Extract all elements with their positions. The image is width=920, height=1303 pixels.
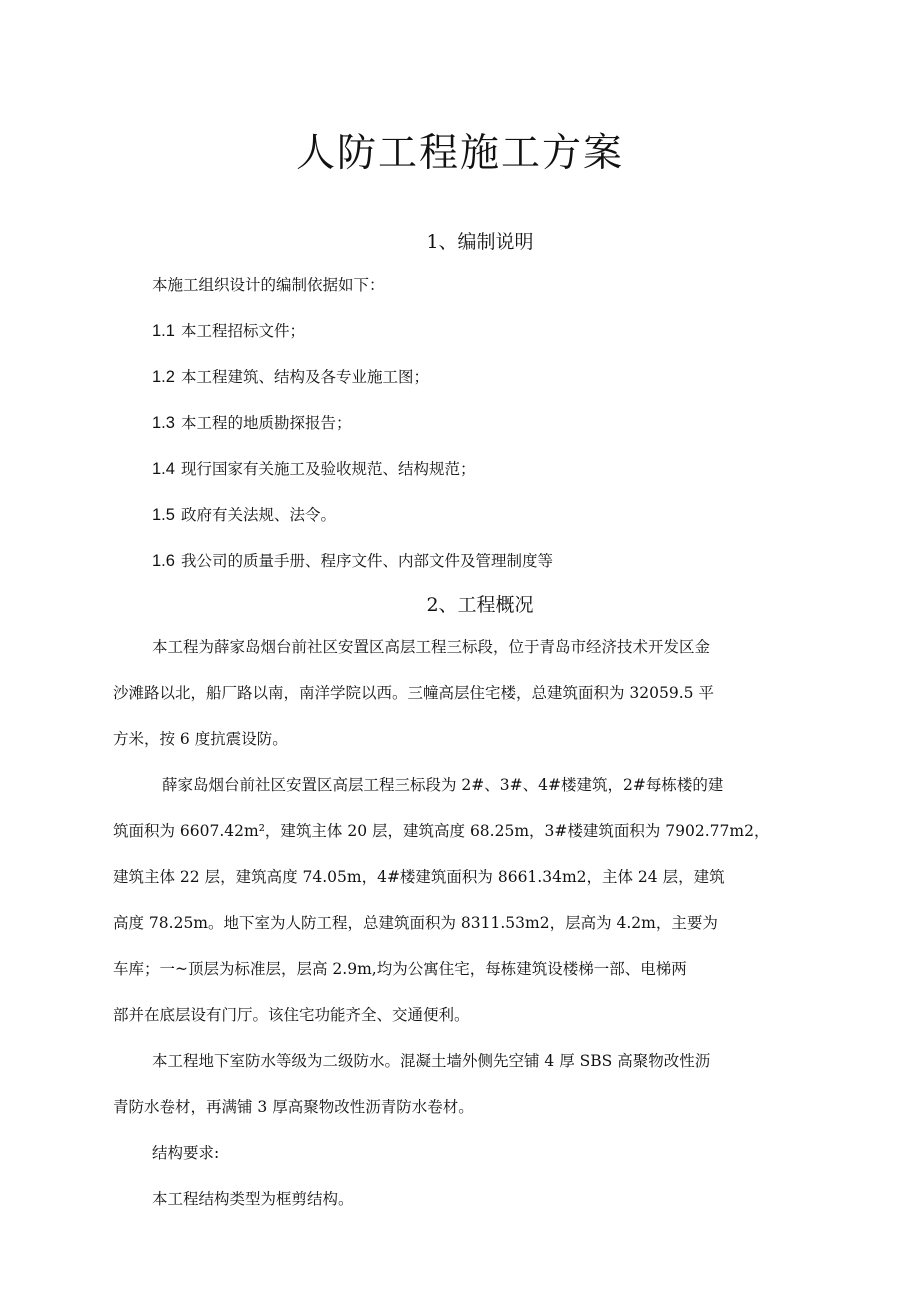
paragraph-line: 薛家岛烟台前社区安置区高层工程三标段为 2#、3#、4#楼建筑，2#每栋楼的建 [162,776,724,794]
section-1-intro: 本施工组织设计的编制依据如下： [152,276,385,294]
list-item [152,411,351,435]
paragraph-line: 沙滩路以北，船厂路以南，南洋学院以西。三幢高层住宅楼，总建筑面积为 32059.5 平 [113,684,714,702]
list-item-number: 1.5 [152,506,175,524]
paragraph-line: 青防水卷材，再满铺 3 厚高聚物改性沥青防水卷材。 [113,1098,474,1116]
list-item-text: 政府有关法规、法令。 [180,506,336,524]
list-item-text: 我公司的质量手册、程序文件、内部文件及管理制度等 [180,552,553,570]
paragraph-line: 部并在底层设有门厅。该住宅功能齐全、交通便利。 [113,1006,470,1024]
paragraph-line: 车库；一~顶层为标准层，层高 2.9m,均为公寓住宅，每栋建筑设楼梯一部、电梯两 [113,960,687,978]
paragraph-line: 建筑主体 22 层，建筑高度 74.05m，4#楼建筑面积为 8661.34m2，主体 24 层，建筑 [113,868,725,886]
list-item [152,549,553,573]
list-item-number: 1.4 [152,460,175,478]
structure-label: 结构要求: [152,1144,220,1162]
paragraph-line: 本工程为薛家岛烟台前社区安置区高层工程三标段，位于青岛市经济技术开发区金 [152,638,711,656]
list-item-number: 1.6 [152,552,175,570]
list-item-text: 本工程建筑、结构及各专业施工图； [180,368,429,386]
list-item-number: 1.3 [152,414,175,432]
section-1-heading: 1、编制说明 [426,231,534,253]
list-item [152,319,305,343]
document-title: 人防工程施工方案 [295,131,624,176]
list-item [152,457,475,481]
paragraph-line: 高度 78.25m。地下室为人防工程，总建筑面积为 8311.53m2，层高为 4.2m，主要为 [113,914,718,932]
paragraph-line: 方米，按 6 度抗震设防。 [113,730,288,748]
list-item-number: 1.1 [152,322,175,340]
list-item [152,503,336,527]
list-item-text: 现行国家有关施工及验收规范、结构规范； [180,460,476,478]
list-item-text: 本工程的地质勘探报告； [180,414,352,432]
paragraph-line: 筑面积为 6607.42m²，建筑主体 20 层，建筑高度 68.25m，3#楼建筑面积为 7902.77m2， [113,822,770,840]
list-item [152,365,429,389]
structure-text: 本工程结构类型为框剪结构。 [152,1190,354,1208]
paragraph-line: 本工程地下室防水等级为二级防水。混凝土墙外侧先空铺 4 厚 SBS 高聚物改性沥 [152,1052,711,1070]
list-item-text: 本工程招标文件； [180,322,305,340]
section-2-heading: 2、工程概况 [426,594,534,616]
list-item-number: 1.2 [152,368,175,386]
